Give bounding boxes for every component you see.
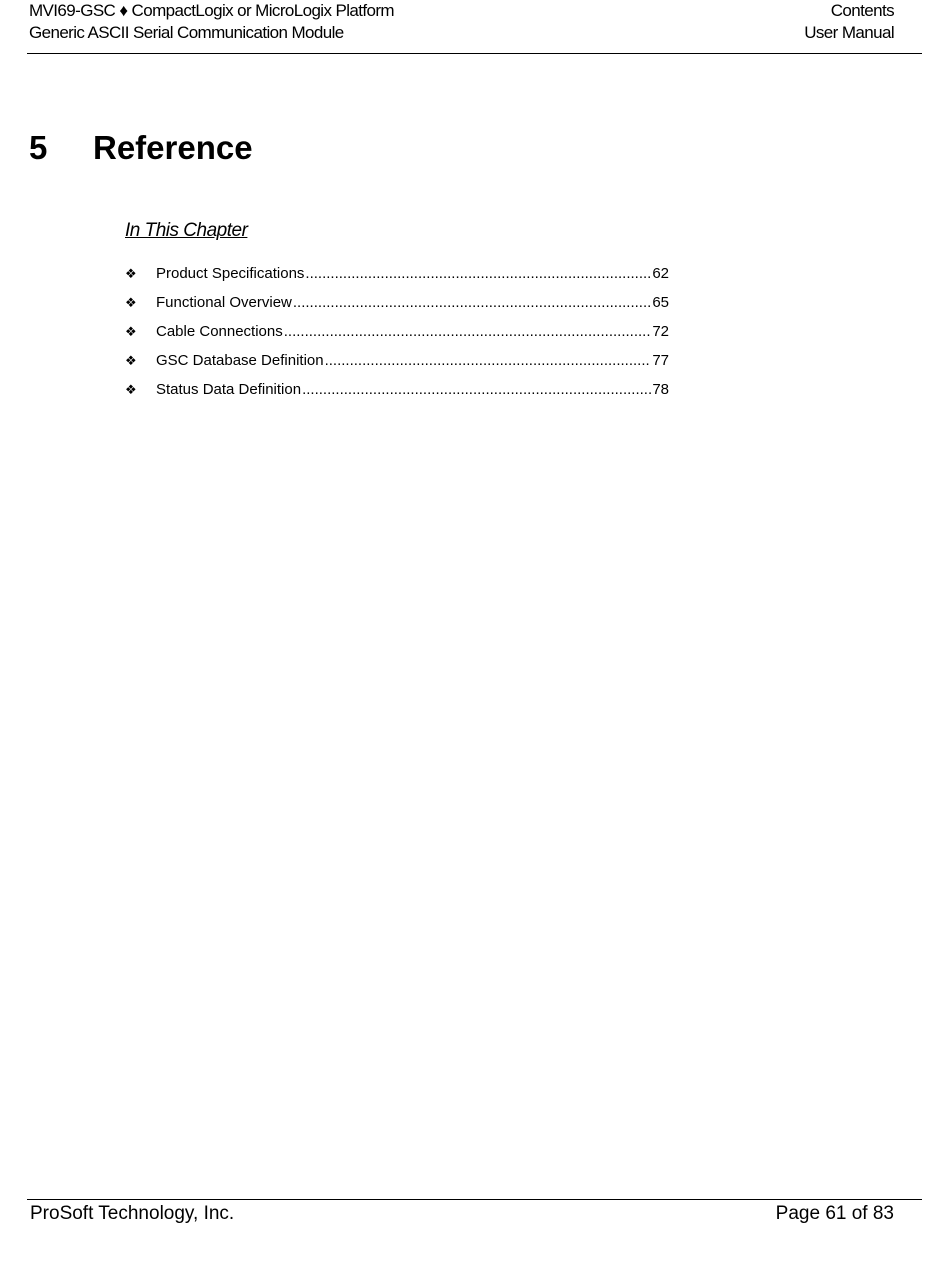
toc-entry-title[interactable]: Status Data Definition — [156, 381, 302, 398]
toc-entry-page[interactable]: 65 — [652, 294, 669, 311]
dot-leader — [293, 291, 651, 315]
header-row-1 — [29, 0, 894, 22]
footer-divider — [27, 1199, 922, 1200]
dot-leader — [302, 378, 651, 402]
footer-company: ProSoft Technology, Inc. — [30, 1203, 235, 1224]
header-product-subtitle: Generic ASCII Serial Communication Module — [29, 23, 344, 42]
toc-entry-title[interactable]: Cable Connections — [156, 323, 283, 340]
bullet-icon: ❖ — [125, 382, 137, 397]
dot-leader — [305, 262, 651, 286]
toc-entry-page[interactable]: 72 — [652, 323, 669, 340]
bullet-icon: ❖ — [125, 324, 137, 339]
header-divider — [27, 53, 922, 54]
chapter-number: 5 — [29, 129, 48, 166]
footer-page-number: Page 61 of 83 — [775, 1203, 894, 1224]
chapter-title: Reference — [93, 129, 253, 166]
page-footer — [30, 1202, 894, 1226]
dot-leader — [325, 349, 652, 373]
header-product-title: MVI69-GSC ♦ CompactLogix or MicroLogix Platform — [29, 1, 394, 20]
page-header — [29, 0, 894, 44]
toc-entry-page[interactable]: 62 — [652, 265, 669, 282]
toc-entry-page[interactable]: 77 — [652, 352, 669, 369]
toc-entry[interactable] — [125, 291, 669, 320]
in-this-chapter-heading: In This Chapter — [125, 220, 248, 241]
toc-entry-page[interactable]: 78 — [652, 381, 669, 398]
toc-entry[interactable] — [125, 378, 669, 407]
toc-entry[interactable] — [125, 349, 669, 378]
chapter-contents-list — [125, 262, 669, 407]
toc-entry[interactable] — [125, 320, 669, 349]
bullet-icon: ❖ — [125, 295, 137, 310]
toc-entry-title[interactable]: GSC Database Definition — [156, 352, 324, 369]
toc-entry[interactable] — [125, 262, 669, 291]
header-row-2 — [29, 22, 894, 44]
bullet-icon: ❖ — [125, 353, 137, 368]
toc-entry-title[interactable]: Functional Overview — [156, 294, 292, 311]
chapter-heading — [29, 128, 253, 168]
header-document-type: User Manual — [804, 23, 894, 42]
header-section-name: Contents — [830, 1, 894, 20]
bullet-icon: ❖ — [125, 266, 137, 281]
toc-entry-title[interactable]: Product Specifications — [156, 265, 305, 282]
dot-leader — [284, 320, 652, 344]
